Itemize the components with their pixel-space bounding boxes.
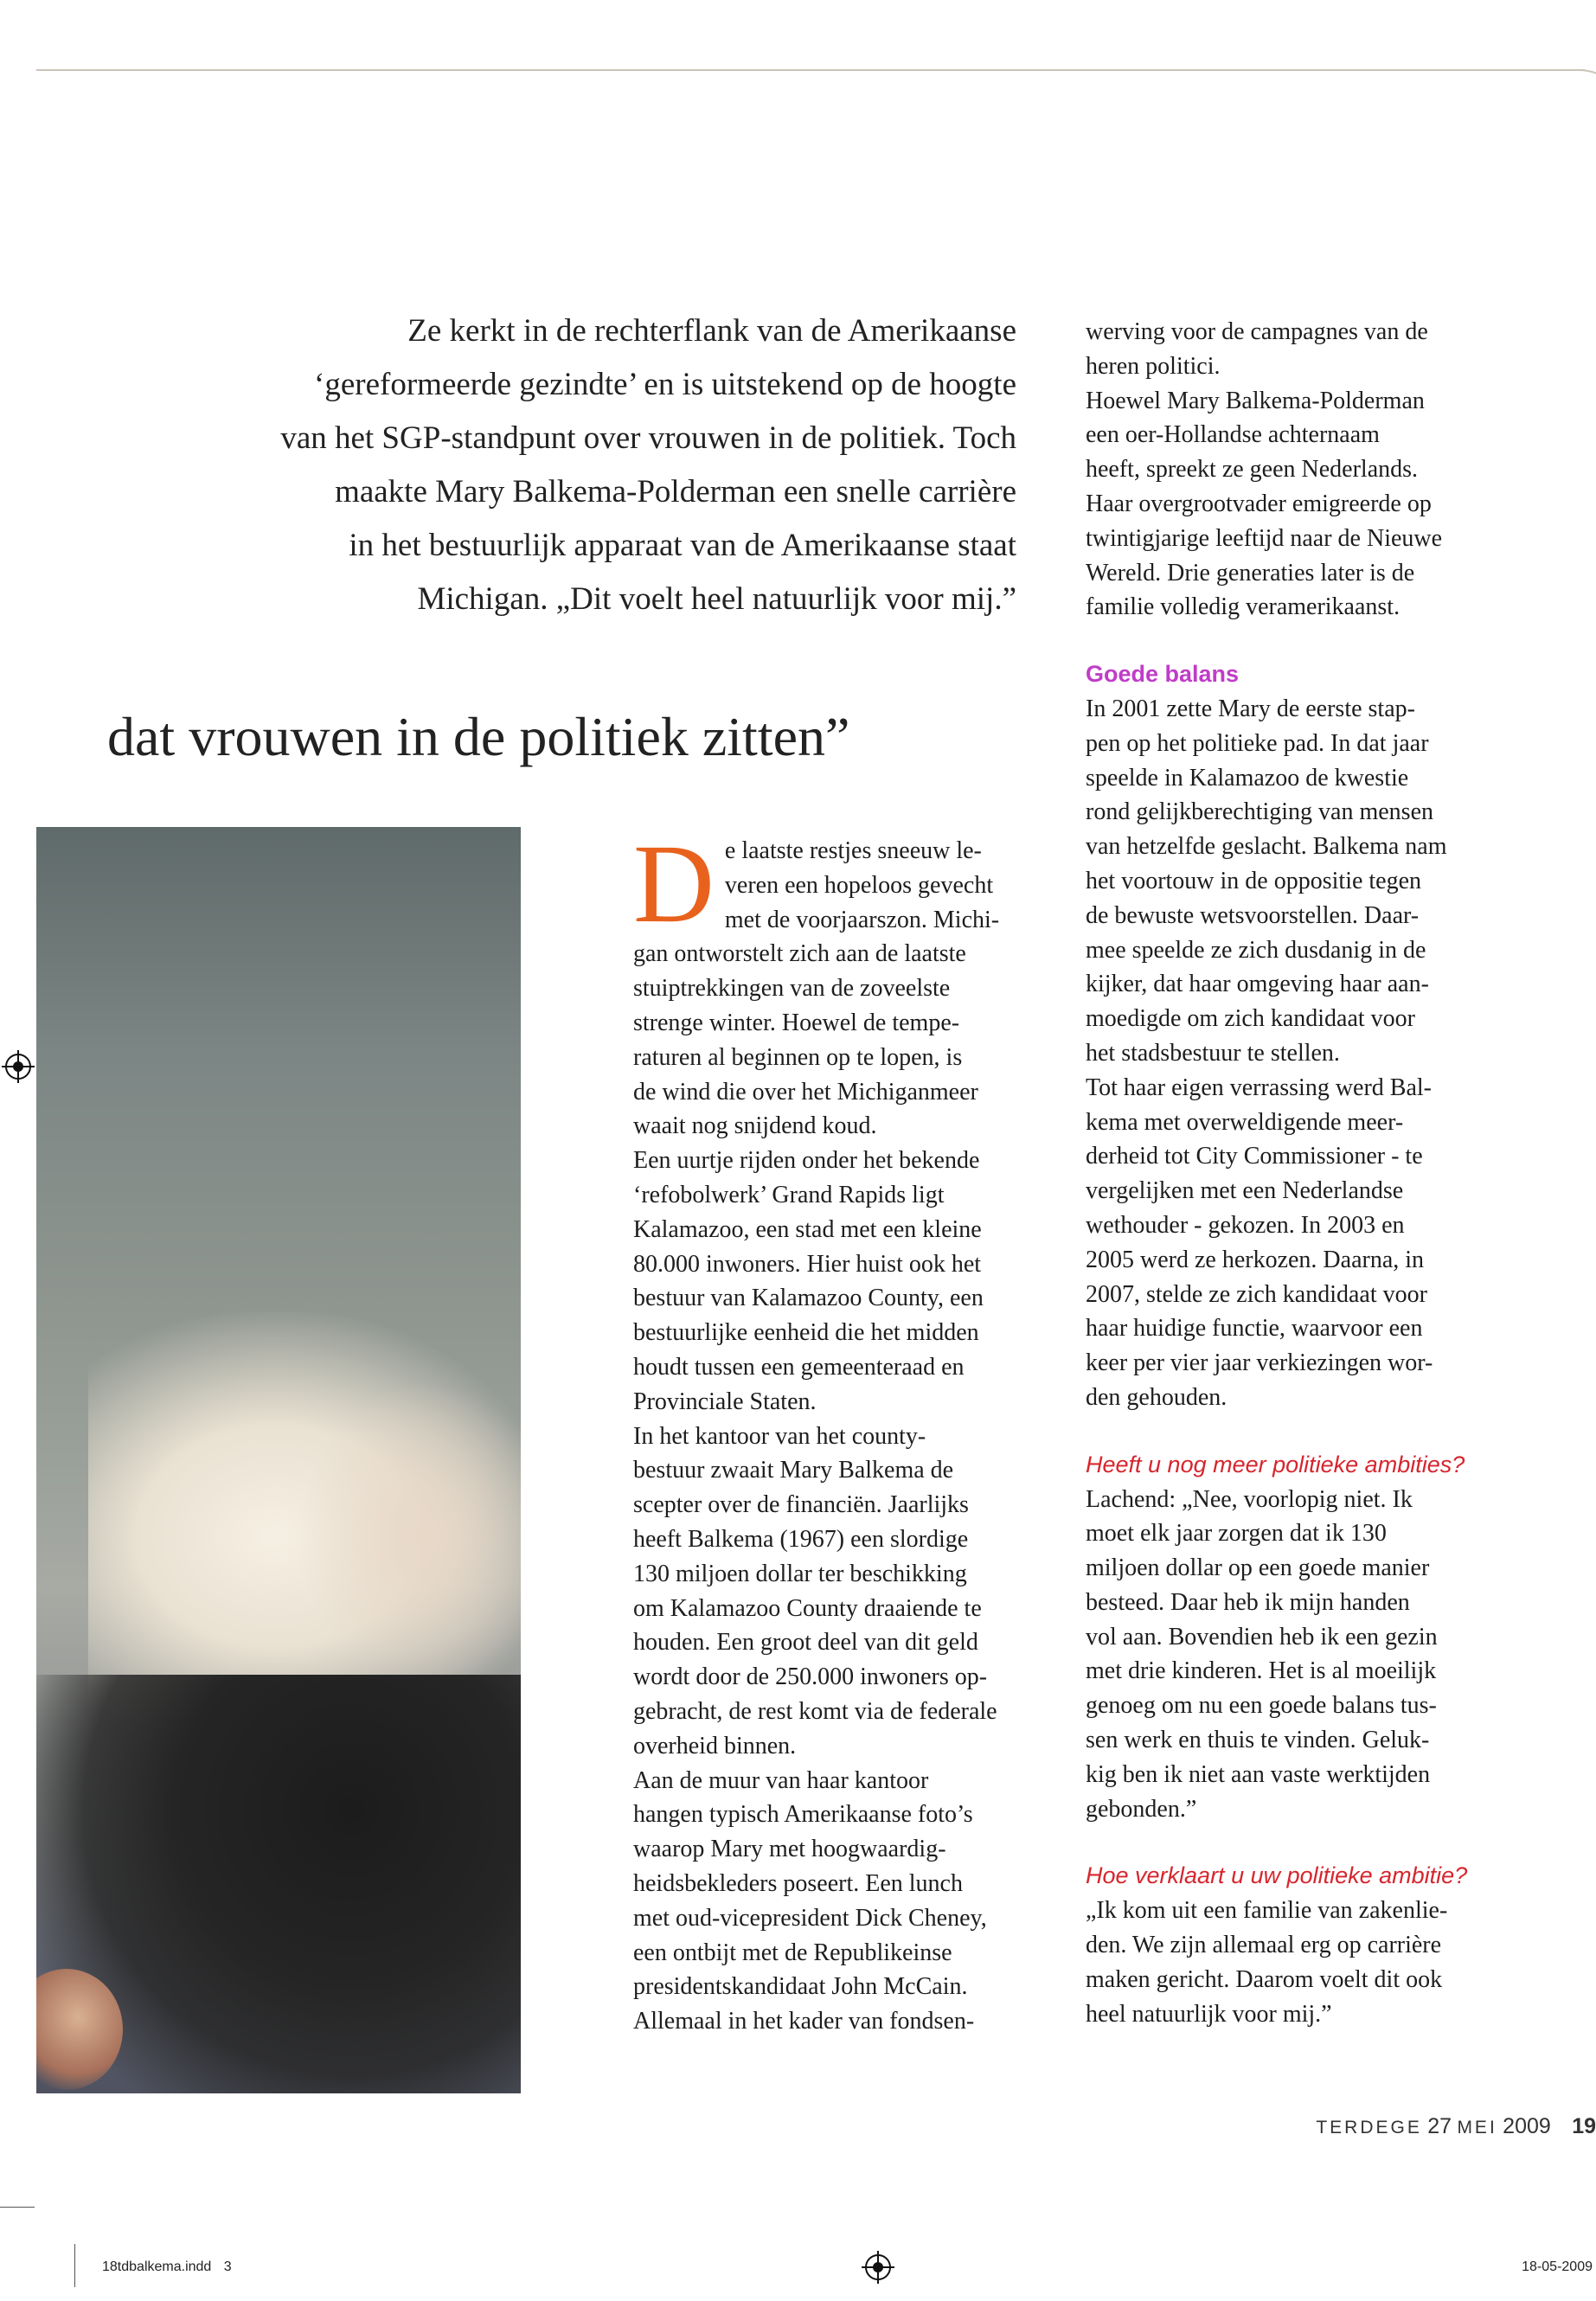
- right-column-top: [1086, 315, 1535, 625]
- right-column-balans: [1086, 692, 1535, 1415]
- text-line: haar huidige functie, waarvoor een: [1086, 1315, 1423, 1343]
- footer-day: 27: [1427, 2114, 1452, 2138]
- text-line: een oer-Hollandse achternaam: [1086, 421, 1380, 449]
- intro-line: maakte Mary Balkema-Polderman een snelle carrière: [335, 474, 1016, 510]
- text-line: moet elk jaar zorgen dat ik 130: [1086, 1520, 1387, 1548]
- text-line: gan ontworstelt zich aan de laatste: [633, 940, 966, 968]
- text-line: Aan de muur van haar kantoor: [633, 1766, 929, 1794]
- intro-line: Ze kerkt in de rechterflank van de Amerikaanse: [407, 313, 1016, 349]
- text-line: 2005 werd ze herkozen. Daarna, in: [1086, 1246, 1425, 1273]
- registration-mark-icon: [5, 1054, 31, 1080]
- text-line: gebracht, de rest komt via de federale: [633, 1697, 997, 1725]
- text-line: een ontbijt met de Republikeinse: [633, 1939, 952, 1966]
- text-line: van hetzelfde geslacht. Balkema nam: [1086, 833, 1447, 861]
- subhead-goede-balans: Goede balans: [1086, 661, 1240, 688]
- text-line: In het kantoor van het county-: [633, 1422, 926, 1450]
- text-line: besteed. Daar heb ik mijn handen: [1086, 1588, 1410, 1616]
- registration-mark-core: [13, 1061, 23, 1072]
- footer-year: 2009: [1503, 2114, 1551, 2138]
- intro-line: ‘gereformeerde gezindte’ en is uitstekend op de hoogte: [314, 367, 1016, 402]
- text-line: genoeg om nu een goede balans tus-: [1086, 1692, 1437, 1720]
- text-line: bestuur zwaait Mary Balkema de: [633, 1457, 954, 1484]
- text-line: het stadsbestuur te stellen.: [1086, 1039, 1340, 1067]
- text-line: waarop Mary met hoogwaardig-: [633, 1836, 946, 1863]
- text-line: kig ben ik niet aan vaste werktijden: [1086, 1760, 1431, 1788]
- text-line: heel natuurlijk voor mij.”: [1086, 2000, 1332, 2028]
- footer-magazine: TERDEGE: [1316, 2118, 1422, 2138]
- text-line: vol aan. Bovendien heb ik een gezin: [1086, 1623, 1438, 1650]
- intro-line: in het bestuurlijk apparaat van de Amerikaanse staat: [349, 528, 1016, 563]
- text-line: Allemaal in het kader van fondsen-: [633, 2008, 975, 2035]
- slug-date: 18-05-2009: [1522, 2259, 1593, 2274]
- text-line: 130 miljoen dollar ter beschikking: [633, 1560, 967, 1587]
- spacer: [1086, 625, 1535, 657]
- text-line: houden. Een groot deel van dit geld: [633, 1629, 978, 1657]
- intro-lead: [48, 304, 1016, 626]
- text-line: heren politici.: [1086, 352, 1221, 380]
- text-line: den. We zijn allemaal erg op carrière: [1086, 1932, 1442, 1959]
- text-line: het voortouw in de oppositie tegen: [1086, 867, 1422, 894]
- headline: dat vrouwen in de politiek zitten”: [107, 706, 850, 767]
- text-line: heidsbekleders poseert. Een lunch: [633, 1869, 963, 1897]
- text-line: rond gelijkberechtiging van mensen: [1086, 798, 1433, 826]
- slug-file: [102, 2259, 232, 2275]
- slug-page: 3: [223, 2259, 232, 2274]
- text-line: In 2001 zette Mary de eerste stap-: [1086, 695, 1415, 722]
- text-line: „Ik kom uit een familie van zakenlie-: [1086, 1897, 1448, 1925]
- text-line: Hoewel Mary Balkema-Polderman: [1086, 387, 1425, 414]
- text-line: Kalamazoo, een stad met een kleine: [633, 1215, 982, 1243]
- text-line: Haar overgrootvader emigreerde op: [1086, 490, 1432, 517]
- article-column-middle: [633, 822, 1057, 2039]
- text-line: hangen typisch Amerikaanse foto’s: [633, 1801, 973, 1829]
- text-line: vergelijken met een Nederlandse: [1086, 1177, 1404, 1205]
- answer-ambities: [1086, 1483, 1535, 1827]
- article-photo: [36, 827, 521, 2093]
- text-line: Provinciale Staten.: [633, 1388, 817, 1415]
- question-verklaring: Hoe verklaart u uw politieke ambitie?: [1086, 1862, 1468, 1889]
- text-line: kema met overweldigende meer-: [1086, 1108, 1404, 1136]
- text-line: keer per vier jaar verkiezingen wor-: [1086, 1349, 1433, 1377]
- page-footer: [1316, 2114, 1596, 2139]
- text-line: twintigjarige leeftijd naar de Nieuwe: [1086, 524, 1443, 552]
- text-line: presidentskandidaat John McCain.: [633, 1973, 968, 2001]
- crop-mark: [0, 2207, 35, 2208]
- intro-line: Michigan. „Dit voelt heel natuurlijk voor mij.”: [417, 581, 1016, 617]
- slug-filename: 18tdbalkema.indd: [102, 2259, 212, 2274]
- registration-mark-core: [873, 2262, 883, 2272]
- text-line: raturen al beginnen op te lopen, is: [633, 1043, 963, 1071]
- text-line: Lachend: „Nee, voorlopig niet. Ik: [1086, 1485, 1413, 1513]
- text-line: mee speelde ze zich dusdanig in de: [1086, 936, 1426, 964]
- text-line: Tot haar eigen verrassing werd Bal-: [1086, 1074, 1432, 1101]
- text-line: waait nog snijdend koud.: [633, 1112, 877, 1140]
- text-line: met drie kinderen. Het is al moeilijk: [1086, 1657, 1437, 1685]
- text-line: stuiptrekkingen van de zoveelste: [633, 975, 951, 1003]
- text-line: houdt tussen een gemeenteraad en: [633, 1353, 965, 1381]
- text-line: wordt door de 250.000 inwoners op-: [633, 1663, 988, 1691]
- question-ambities: Heeft u nog meer politieke ambities?: [1086, 1451, 1465, 1477]
- text-line: werving voor de campagnes van de: [1086, 318, 1428, 345]
- drop-cap: D: [633, 822, 715, 946]
- top-corner-rule: [1553, 69, 1596, 147]
- text-line: scepter over de financiën. Jaarlijks: [633, 1491, 969, 1519]
- text-line: den gehouden.: [1086, 1383, 1227, 1411]
- text-line: speelde in Kalamazoo de kwestie: [1086, 764, 1409, 792]
- text-line: Wereld. Drie generaties later is de: [1086, 559, 1415, 586]
- middle-column-body: [633, 822, 1057, 2039]
- text-line: met oud-vicepresident Dick Cheney,: [633, 1904, 987, 1932]
- photo-highlight: [296, 1381, 521, 1692]
- text-line: met de voorjaarszon. Michi-: [724, 906, 1000, 933]
- text-line: strenge winter. Hoewel de tempe-: [633, 1009, 960, 1036]
- footer-month: MEI: [1457, 2118, 1497, 2138]
- text-line: bestuurlijke eenheid die het midden: [633, 1319, 979, 1347]
- text-line: 2007, stelde ze zich kandidaat voor: [1086, 1280, 1427, 1308]
- text-line: sen werk en thuis te vinden. Geluk-: [1086, 1727, 1430, 1754]
- top-rule: [36, 69, 1585, 71]
- text-line: familie volledig veramerikaanst.: [1086, 593, 1401, 621]
- article-column-right: [1086, 315, 1535, 2031]
- text-line: miljoen dollar op een goede manier: [1086, 1554, 1430, 1582]
- answer-verklaring: [1086, 1894, 1535, 2031]
- intro-line: van het SGP-standpunt over vrouwen in de politiek. Toch: [280, 420, 1016, 456]
- registration-mark-icon: [865, 2254, 891, 2280]
- spacer: [1086, 1826, 1535, 1859]
- text-line: om Kalamazoo County draaiende te: [633, 1594, 982, 1622]
- text-line: e laatste restjes sneeuw le-: [724, 837, 982, 864]
- text-line: maken gericht. Daarom voelt dit ook: [1086, 1965, 1443, 1993]
- text-line: 80.000 inwoners. Hier huist ook het: [633, 1250, 982, 1278]
- text-line: Een uurtje rijden onder het bekende: [633, 1147, 980, 1175]
- page-number: 19: [1572, 2114, 1596, 2138]
- text-line: kijker, dat haar omgeving haar aan-: [1086, 971, 1429, 998]
- text-line: derheid tot City Commissioner - te: [1086, 1143, 1423, 1170]
- text-line: pen op het politieke pad. In dat jaar: [1086, 729, 1429, 757]
- text-line: ‘refobolwerk’ Grand Rapids ligt: [633, 1181, 945, 1208]
- text-line: heeft, spreekt ze geen Nederlands.: [1086, 456, 1419, 484]
- text-line: heeft Balkema (1967) een slordige: [633, 1525, 969, 1553]
- crop-mark: [74, 2244, 75, 2287]
- text-line: bestuur van Kalamazoo County, een: [633, 1285, 984, 1312]
- text-line: moedigde om zich kandidaat voor: [1086, 1005, 1415, 1033]
- text-line: veren een hopeloos gevecht: [724, 871, 994, 899]
- text-line: wethouder - gekozen. In 2003 en: [1086, 1211, 1405, 1239]
- text-line: gebonden.”: [1086, 1795, 1197, 1823]
- text-line: de bewuste wetsvoorstellen. Daar-: [1086, 901, 1420, 929]
- spacer: [1086, 1415, 1535, 1448]
- text-line: de wind die over het Michiganmeer: [633, 1078, 978, 1106]
- text-line: overheid binnen.: [633, 1732, 797, 1759]
